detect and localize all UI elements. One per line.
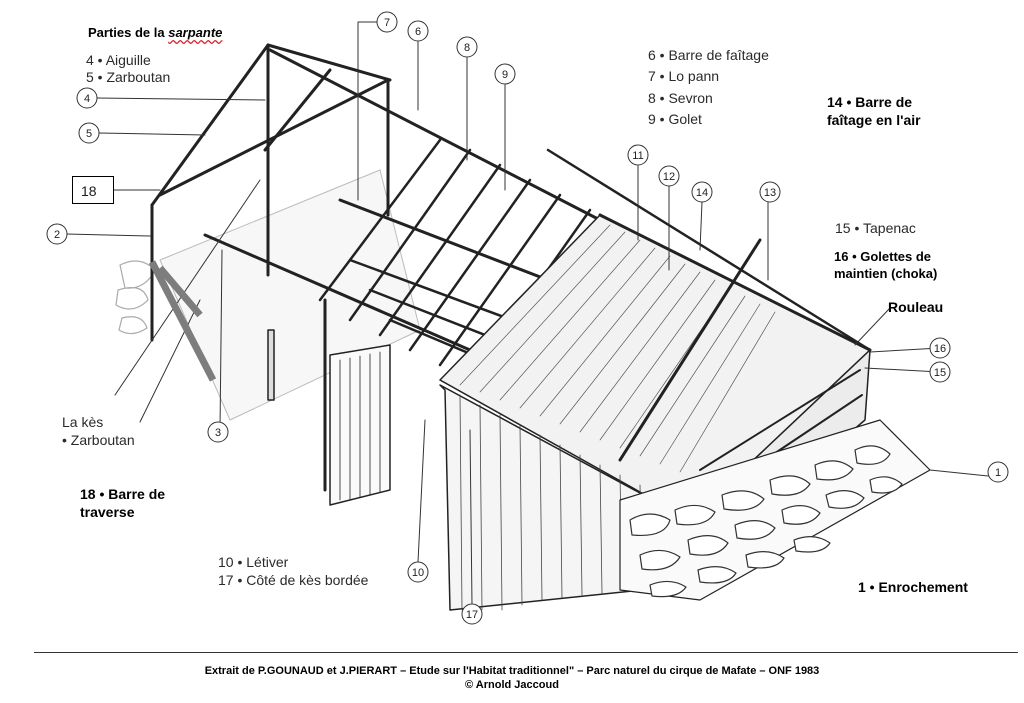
callout-10: 10 • Létiver (218, 554, 289, 570)
callout-14-line1: 14 • Barre de (827, 94, 913, 110)
svg-text:2: 2 (53, 229, 61, 241)
svg-text:12: 12 (662, 171, 676, 183)
svg-text:17: 17 (465, 609, 479, 621)
marker-1 (988, 462, 1008, 482)
title-prefix: Parties de la (88, 25, 169, 40)
callout-16-line1: 16 • Golettes de (834, 249, 932, 264)
legend-item-barre-faitage: 6 • Barre de faîtage (648, 47, 769, 63)
callout-18-line2: traverse (80, 504, 135, 520)
marker-6 (408, 21, 428, 41)
footer-divider (34, 652, 1018, 653)
svg-text:13: 13 (763, 187, 777, 199)
marker-17 (462, 604, 482, 624)
callout-16-line2: maintien (choka) (834, 266, 938, 281)
legend-item-sevron: 8 • Sevron (648, 90, 713, 106)
callout-zarboutan: • Zarboutan (62, 432, 135, 448)
callout-rouleau: Rouleau (888, 299, 944, 315)
marker-7 (377, 12, 397, 32)
svg-text:15: 15 (933, 367, 947, 379)
marker-14 (692, 182, 712, 202)
marker-8 (457, 37, 477, 57)
callout-17: 17 • Côté de kès bordée (218, 572, 369, 588)
marker-9 (495, 64, 515, 84)
title-emphasis: sarpante (168, 25, 223, 40)
marker-4 (77, 88, 97, 108)
footer-citation: Extrait de P.GOUNAUD et J.PIERART – Etude sur l'Habitat traditionnel" – Parc naturel du cirque de Mafate – ONF 1983 (204, 665, 820, 677)
footer-copyright: © Arnold Jaccoud (465, 679, 559, 691)
legend-item-aiguille: 4 • Aiguille (86, 52, 151, 68)
callout-1: 1 • Enrochement (858, 579, 968, 595)
svg-text:1: 1 (994, 467, 1002, 479)
marker-2 (47, 224, 67, 244)
box-18: 18 (72, 176, 114, 204)
marker-13 (760, 182, 780, 202)
svg-text:10: 10 (411, 567, 425, 579)
svg-text:4: 4 (83, 93, 91, 105)
callout-14-line2: faîtage en l'air (827, 112, 921, 128)
marker-3 (208, 422, 228, 442)
svg-text:16: 16 (933, 343, 947, 355)
marker-15 (930, 362, 950, 382)
legend-item-zarboutan: 5 • Zarboutan (86, 69, 171, 85)
marker-5 (79, 123, 99, 143)
callout-la-kes: La kès (62, 414, 104, 430)
svg-text:9: 9 (501, 69, 509, 81)
marker-16 (930, 338, 950, 358)
svg-text:11: 11 (632, 150, 644, 162)
marker-11 (628, 145, 648, 165)
marker-12 (659, 166, 679, 186)
callout-18-line1: 18 • Barre de (80, 486, 166, 502)
sarpante-legend-title (88, 24, 222, 42)
legend-item-lo-pann: 7 • Lo pann (648, 68, 720, 84)
marker-10 (408, 562, 428, 582)
svg-text:7: 7 (383, 17, 391, 29)
callout-15: 15 • Tapenac (835, 220, 916, 236)
svg-text:5: 5 (85, 128, 93, 140)
svg-text:3: 3 (214, 427, 222, 439)
legend-item-golet: 9 • Golet (648, 111, 702, 127)
svg-text:8: 8 (463, 42, 471, 54)
svg-text:6: 6 (414, 26, 422, 38)
svg-text:14: 14 (695, 187, 709, 199)
